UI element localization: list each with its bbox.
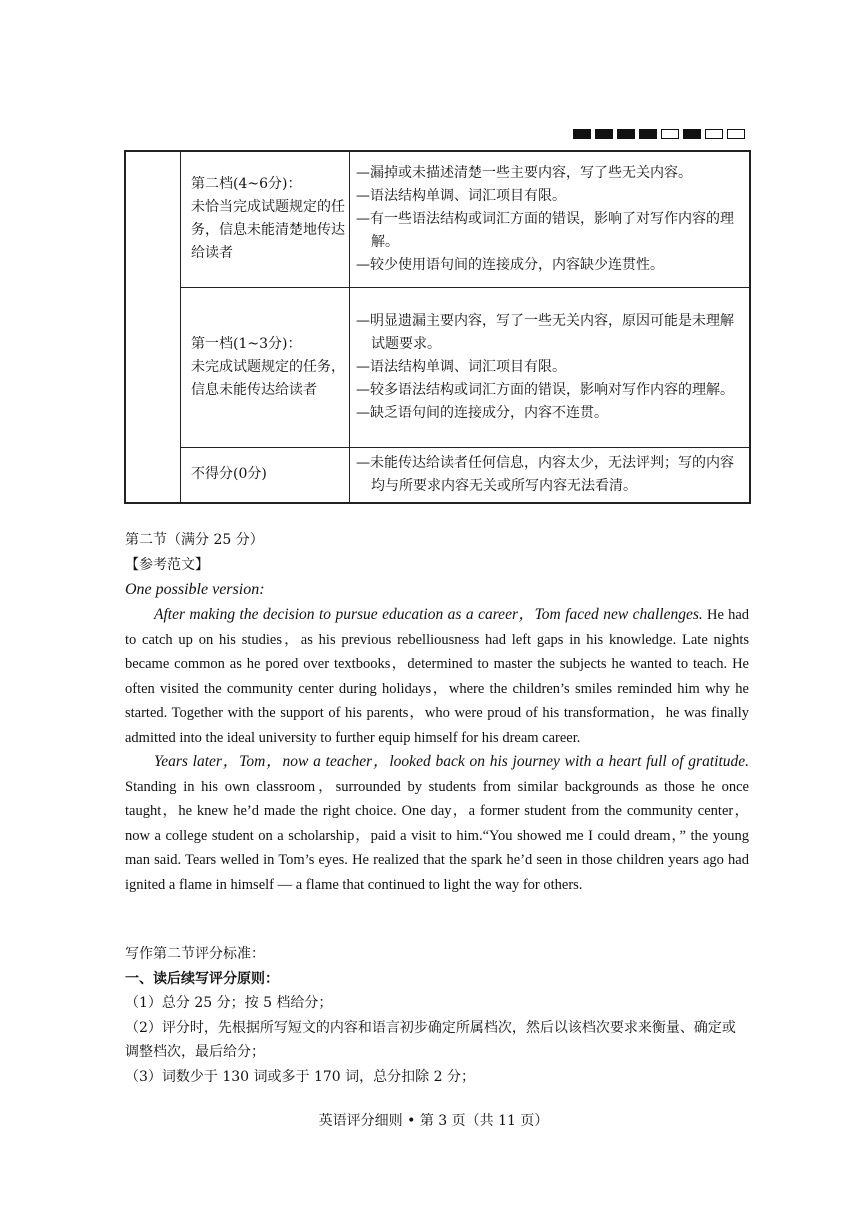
rubric-row-level-0 bbox=[125, 447, 750, 503]
filled-square-icon bbox=[617, 129, 635, 139]
criterion: —有一些语法结构或词汇方面的错误，影响了对写作内容的理解。 bbox=[356, 210, 734, 250]
criterion: —较少使用语句间的连接成分，内容缺少连贯性。 bbox=[356, 256, 664, 273]
empty-square-icon bbox=[705, 129, 723, 139]
version-label: One possible version: bbox=[125, 581, 265, 598]
empty-square-icon bbox=[727, 129, 745, 139]
criterion: —明显遗漏主要内容，写了一些无关内容，原因可能是未理解试题要求。 bbox=[356, 312, 734, 352]
essay-paragraph-2 bbox=[125, 750, 749, 897]
scoring-item: （2）评分时，先根据所写短文的内容和语言初步确定所属档次，然后以该档次要求来衡量、确定或调整档次，最后给分； bbox=[125, 1019, 736, 1060]
level-title: 不得分(0分) bbox=[191, 466, 267, 483]
rubric-row-level-1 bbox=[125, 287, 750, 447]
filled-square-icon bbox=[595, 129, 613, 139]
page-footer: 英语评分细则 • 第 3 页（共 11 页） bbox=[318, 1113, 549, 1129]
paragraph-lead-sentence: Years later，Tom，now a teacher，looked back on his journey with a heart full of gratitude. bbox=[154, 753, 749, 770]
level-cell bbox=[181, 151, 350, 287]
criteria-cell bbox=[350, 447, 751, 503]
scoring-item: （1）总分 25 分；按 5 档给分； bbox=[125, 995, 333, 1011]
scoring-title: 写作第二节评分标准： bbox=[125, 946, 265, 962]
essay-paragraph-1 bbox=[125, 603, 749, 750]
criterion: —较多语法结构或词汇方面的错误，影响对写作内容的理解。 bbox=[356, 381, 734, 398]
criterion: —缺乏语句间的连接成分，内容不连贯。 bbox=[356, 404, 608, 421]
filled-square-icon bbox=[683, 129, 701, 139]
filled-square-icon bbox=[639, 129, 657, 139]
reference-label: 【参考范文】 bbox=[125, 557, 209, 573]
paragraph-body: He had to catch up on his studies，as his previous rebelliousness had left gaps in his knowledge. Late nights became common as he pored over textbooks，determined to master the subjects he wanted to teach. He often visited the community center during holidays，where the children’s smiles reminded him why he started. Together with the support of his parents，who were proud of his transformation，he was finally admitted into the ideal university to further equip himself for his dream career. bbox=[125, 607, 750, 746]
criteria-cell bbox=[350, 151, 751, 287]
scoring-subtitle: 一、读后续写评分原则： bbox=[125, 970, 279, 987]
criterion: —语法结构单调、词汇项目有限。 bbox=[356, 358, 566, 375]
rubric-row-level-2 bbox=[125, 151, 750, 287]
paragraph-body: Standing in his own classroom，surrounded by students from similar backgrounds as those he once taught，he knew he’d made the right choice. One day，a former student from the community center，now a college student on a scholarship，paid a visit to him.“You showed me I could dream，” the young man said. Tears welled in Tom’s eyes. He realized that the spark he’d seen in those children years ago had ignited a flame in himself — a flame that continued to light the way for others. bbox=[125, 778, 749, 893]
level-cell bbox=[181, 447, 350, 503]
criteria-cell bbox=[350, 287, 751, 447]
scoring-criteria bbox=[125, 942, 749, 1089]
sample-essay bbox=[125, 603, 749, 897]
level-cell bbox=[181, 287, 350, 447]
level-desc: 未完成试题规定的任务，信息未能传达给读者 bbox=[191, 358, 345, 398]
empty-square-icon bbox=[661, 129, 679, 139]
criterion: —漏掉或未描述清楚一些主要内容，写了些无关内容。 bbox=[356, 164, 692, 181]
level-title: 第二档(4~6分)： bbox=[191, 176, 302, 193]
level-desc: 未恰当完成试题规定的任务，信息未能清楚地传达给读者 bbox=[191, 199, 345, 262]
criterion: —未能传达给读者任何信息，内容太少，无法评判；写的内容均与所要求内容无关或所写内容无法看清。 bbox=[356, 454, 734, 494]
rubric-table bbox=[124, 150, 751, 504]
progress-marks bbox=[573, 129, 745, 139]
filled-square-icon bbox=[573, 129, 591, 139]
level-title: 第一档(1~3分)： bbox=[191, 335, 302, 352]
section-title: 第二节（满分 25 分） bbox=[125, 532, 264, 548]
rubric-empty-cell bbox=[125, 151, 181, 503]
paragraph-lead-sentence: After making the decision to pursue education as a career，Tom faced new challenges. bbox=[154, 606, 703, 623]
scoring-item: （3）词数少于 130 词或多于 170 词，总分扣除 2 分； bbox=[125, 1068, 475, 1085]
criterion: —语法结构单调、词汇项目有限。 bbox=[356, 187, 566, 204]
